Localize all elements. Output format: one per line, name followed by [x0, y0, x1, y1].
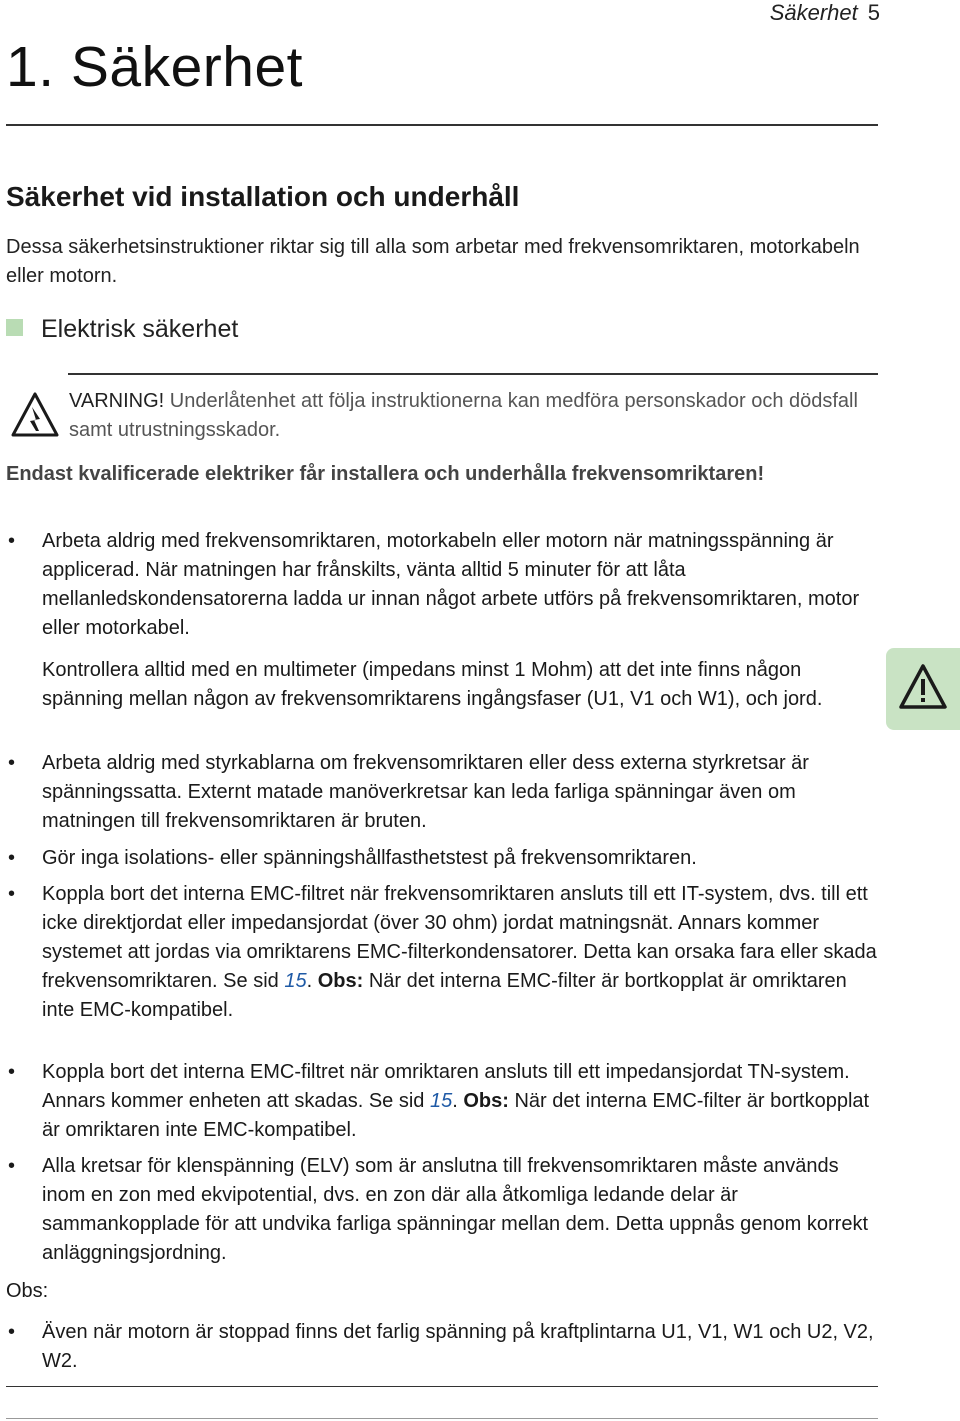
list-item-text	[42, 880, 878, 1025]
list-item-text: Gör inga isolations- eller spänningshållfasthetstest på frekvensomriktaren.	[42, 847, 697, 869]
warning-body: Underlåtenhet att följa instruktionerna kan medföra personskador och dödsfall samt utrustningsskador.	[69, 390, 858, 441]
bold-note: Endast kvalificerade elektriker får installera och underhålla frekvensomriktaren!	[6, 463, 765, 485]
obs-label-inline: Obs:	[463, 1090, 509, 1112]
warning-rule	[68, 373, 878, 375]
side-tab	[886, 648, 960, 730]
list-item-text: Alla kretsar för klenspänning (ELV) som är anslutna till frekvensomriktaren måste används inom en zon med ekvipotential, dvs. en zon där alla åtkomliga ledande delar är sammankopplade för att undvika farliga spänningar mellan dem. Detta uppnås genom korrekt anläggningsjordning.	[42, 1155, 869, 1264]
warning-text	[69, 387, 869, 445]
bullet-dot-icon: •	[8, 1061, 16, 1083]
section-heading: Säkerhet vid installation och underhåll	[6, 181, 520, 212]
bullet-dot-icon: •	[8, 883, 16, 905]
bullet-dot-icon: •	[8, 530, 16, 552]
footer-rule	[6, 1386, 878, 1387]
running-header-section: Säkerhet	[769, 0, 858, 25]
square-bullet-icon	[6, 319, 23, 336]
bullet-dot-icon: •	[8, 752, 16, 774]
page-link[interactable]: 15	[284, 970, 307, 992]
footer-rule-bottom	[6, 1418, 878, 1419]
subsection-label: Elektrisk säkerhet	[41, 315, 239, 343]
page-link[interactable]: 15	[429, 1090, 453, 1112]
bullet-dot-icon: •	[8, 847, 16, 869]
list-item-text-part: Koppla bort det interna EMC-filtret när frekvensomriktaren ansluts till ett IT-system, dvs. till ett icke direktjordat eller impedansjordat (över 30 ohm) jordat matningsnät. Annars kommer systemet att jordas via omriktarens EMC-filterkondensatorer. Detta kan orsaka fara eller skada frekvensomriktaren. Se sid	[42, 883, 877, 992]
list-item-text-part: När det interna EMC-filter är bortkopplat är omriktaren inte EMC-kompatibel.	[42, 1090, 870, 1141]
bullet-dot-icon: •	[8, 1155, 16, 1177]
list-item-text-part: .	[306, 970, 318, 992]
warning-lead: VARNING!	[69, 390, 165, 412]
obs-label: Obs:	[6, 1280, 49, 1302]
list-item-text-part: När det interna EMC-filter är bortkopplat är omriktaren inte EMC-kompatibel.	[42, 970, 847, 1021]
subsection-heading	[6, 315, 238, 344]
list-item-text: Även när motorn är stoppad finns det farlig spänning på kraftplintarna U1, V1, W1 och U2, V2, W2.	[42, 1321, 874, 1372]
list-item-text-part: .	[452, 1090, 464, 1112]
bullet-dot-icon: •	[8, 1321, 16, 1343]
list-item-paragraph: Kontrollera alltid med en multimeter (impedans minst 1 Mohm) att det inte finns någon spänning mellan någon av frekvensomriktarens ingångsfaser (U1, V1 och W1), och jord.	[42, 659, 823, 710]
warning-triangle-icon	[898, 662, 948, 712]
list-item-text-part: Koppla bort det interna EMC-filtret när omriktaren ansluts till ett impedansjordat TN-system. Annars kommer enheten att skadas. Se sid	[42, 1061, 850, 1112]
obs-label-inline: Obs:	[317, 970, 364, 992]
intro-paragraph: Dessa säkerhetsinstruktioner riktar sig till alla som arbetar med frekvensomriktaren, motorkabeln eller motorn.	[6, 236, 860, 287]
electric-hazard-icon	[10, 390, 60, 440]
list-item-text: Arbeta aldrig med frekvensomriktaren, motorkabeln eller motorn när matningsspänning är applicerad. När matningen har frånskilts, vänta alltid 5 minuter för att låta mellanledskondensatorerna ladda ur innan något arbete utförs på frekvensomriktaren, motor eller motorkabel.	[42, 530, 860, 639]
chapter-title: 1. Säkerhet	[6, 35, 304, 99]
list-item-text: Arbeta aldrig med styrkablarna om frekvensomriktaren eller dess externa styrkretsar är spänningssatta. Externt matade manöverkretsar kan leda farliga spänningar även om matningen till frekvensomriktaren är bruten.	[42, 752, 809, 832]
list-item-text	[42, 1058, 878, 1145]
running-header	[770, 0, 880, 26]
page-number: 5	[867, 0, 880, 25]
title-rule	[6, 124, 878, 126]
